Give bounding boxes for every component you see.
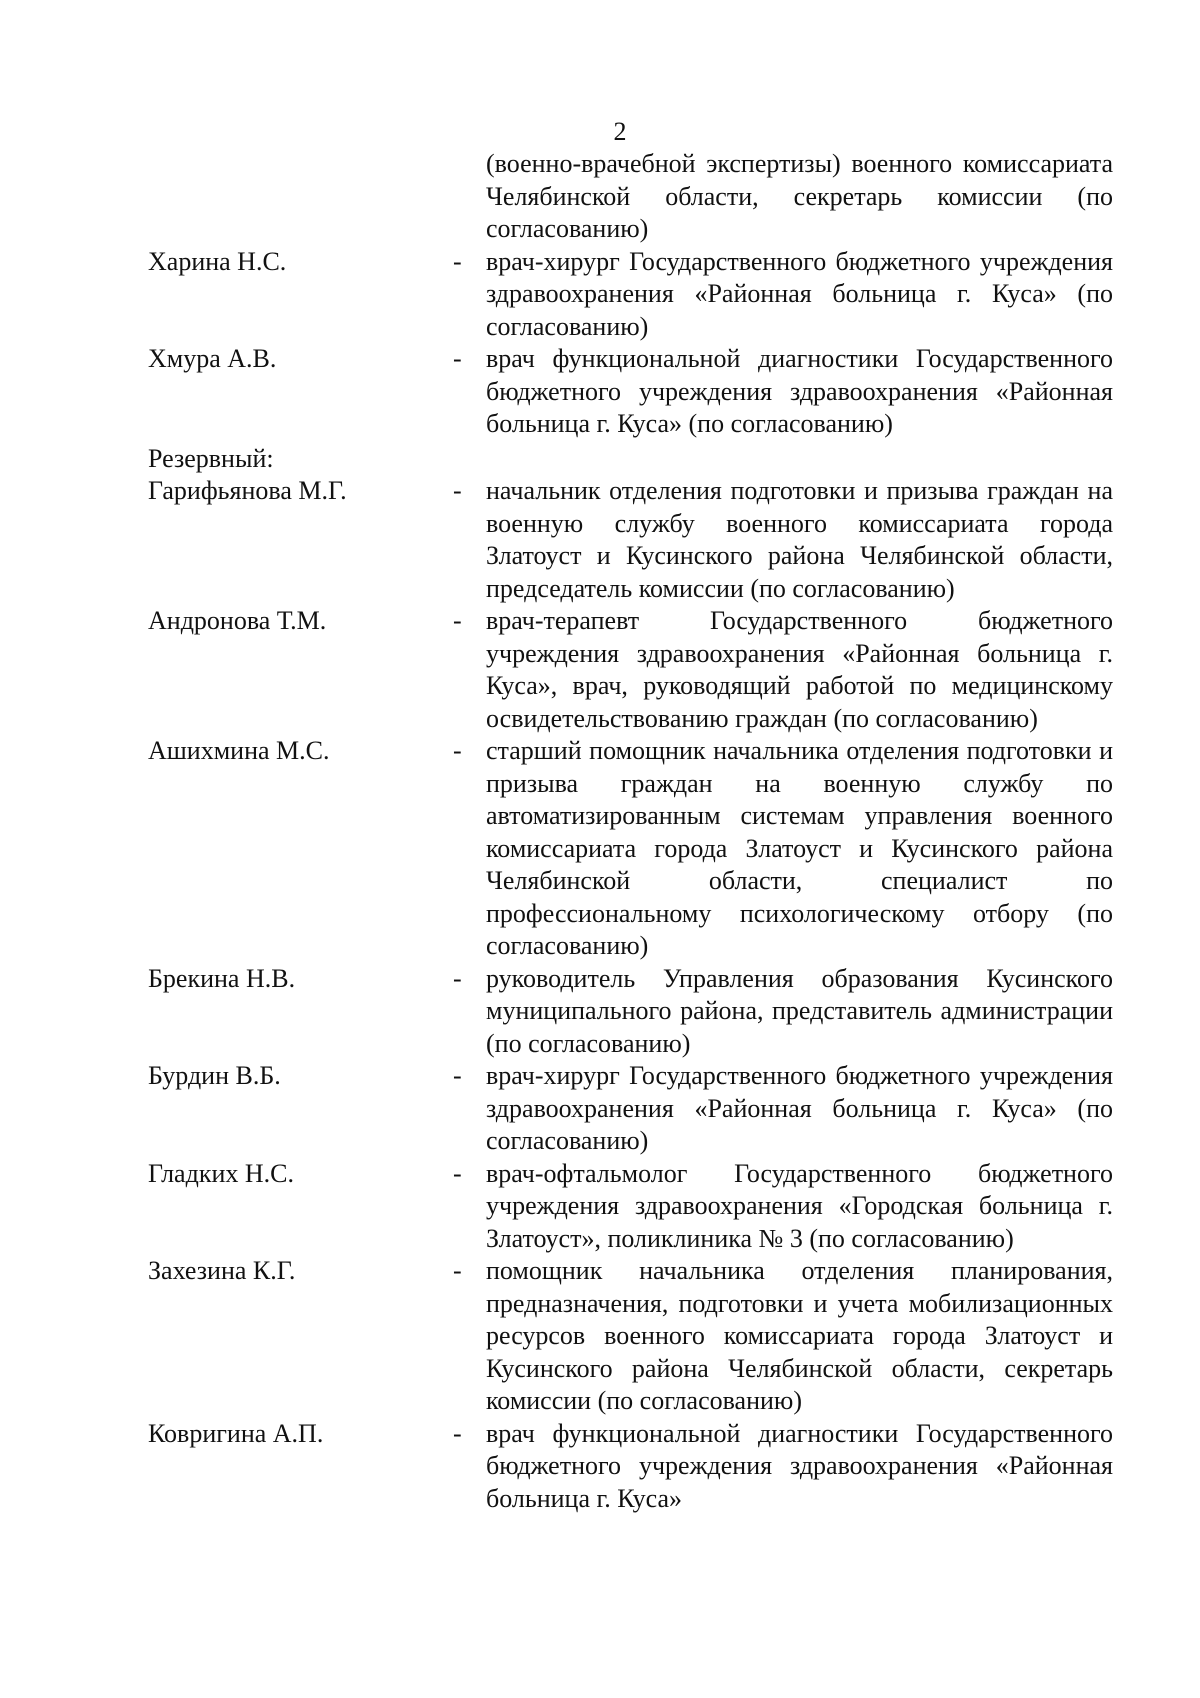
dash-separator: - bbox=[453, 1256, 462, 1285]
member-row bbox=[148, 1255, 1113, 1418]
member-name: Хмура А.В. bbox=[148, 344, 277, 373]
dash-separator: - bbox=[453, 736, 462, 765]
dash-separator: - bbox=[453, 1158, 462, 1188]
member-name: Гарифьянова М.Г. bbox=[148, 476, 347, 505]
page-number: 2 bbox=[613, 117, 627, 146]
member-role: помощник начальника отделения планирования, предназначения, подготовки и учета мобилизационных ресурсов военного комиссариата города Златоуст и Кусинского района Челябинской области, секретарь комиссии (по согласованию) bbox=[486, 1256, 1113, 1415]
member-role: старший помощник начальника отделения подготовки и призыва граждан на военную службу по автоматизированным системам управления военного комиссариата города Златоуст и Кусинского района Челябинской области, специалист по профессиональному психологическому отбору (по согласованию) bbox=[486, 736, 1113, 960]
dash-separator: - bbox=[453, 963, 462, 993]
dash-separator: - bbox=[453, 344, 462, 373]
member-role: врач-хирург Государственного бюджетного учреждения здравоохранения «Районная больница г. Куса» (по согласованию) bbox=[486, 246, 1113, 341]
member-role: руководитель Управления образования Кусинского муниципального района, представитель администрации (по согласованию) bbox=[486, 963, 1113, 1058]
member-row bbox=[148, 1060, 1113, 1158]
commission-list bbox=[148, 148, 1113, 1515]
member-name: Бурдин В.Б. bbox=[148, 1061, 281, 1090]
member-name: Харина Н.С. bbox=[148, 246, 287, 276]
dash-separator: - bbox=[453, 246, 462, 276]
member-role: начальник отделения подготовки и призыва граждан на военную службу военного комиссариата города Златоуст и Кусинского района Челябинской области, председатель комиссии (по согласованию) bbox=[486, 476, 1113, 603]
member-row bbox=[148, 246, 1113, 344]
dash-separator: - bbox=[453, 1061, 462, 1090]
member-name: Захезина К.Г. bbox=[148, 1256, 296, 1285]
member-row bbox=[148, 605, 1113, 735]
member-role: врач функциональной диагностики Государственного бюджетного учреждения здравоохранения «Районная больница г. Куса» bbox=[486, 1418, 1113, 1513]
member-name: Ашихмина М.С. bbox=[148, 736, 330, 765]
member-role: врач-терапевт Государственного бюджетного учреждения здравоохранения «Районная больница г. Куса», врач, руководящий работой по медицинскому освидетельствованию граждан (по согласованию) bbox=[486, 606, 1113, 733]
reserve-heading: Резервный: bbox=[148, 443, 274, 473]
continuation-text: (военно-врачебной экспертизы) военного комиссариата Челябинской области, секретарь комиссии (по согласованию) bbox=[486, 149, 1113, 243]
member-role: врач-хирург Государственного бюджетного учреждения здравоохранения «Районная больница г. Куса» (по согласованию) bbox=[486, 1061, 1113, 1155]
member-row bbox=[148, 1158, 1113, 1256]
member-name: Гладких Н.С. bbox=[148, 1158, 294, 1188]
member-row bbox=[148, 475, 1113, 605]
member-name: Ковригина А.П. bbox=[148, 1418, 324, 1448]
member-role: врач функциональной диагностики Государственного бюджетного учреждения здравоохранения «Районная больница г. Куса» (по согласованию) bbox=[486, 344, 1113, 438]
member-row bbox=[148, 1418, 1113, 1516]
member-name: Андронова Т.М. bbox=[148, 606, 327, 635]
dash-separator: - bbox=[453, 476, 462, 505]
dash-separator: - bbox=[453, 1418, 462, 1448]
member-row bbox=[148, 735, 1113, 963]
member-row bbox=[148, 343, 1113, 441]
member-role: врач-офтальмолог Государственного бюджетного учреждения здравоохранения «Городская больница г. Златоуст», поликлиника № 3 (по согласованию) bbox=[486, 1158, 1113, 1253]
member-row bbox=[148, 963, 1113, 1061]
dash-separator: - bbox=[453, 606, 462, 635]
continuation-row bbox=[148, 148, 1113, 246]
member-name: Брекина Н.В. bbox=[148, 963, 296, 993]
